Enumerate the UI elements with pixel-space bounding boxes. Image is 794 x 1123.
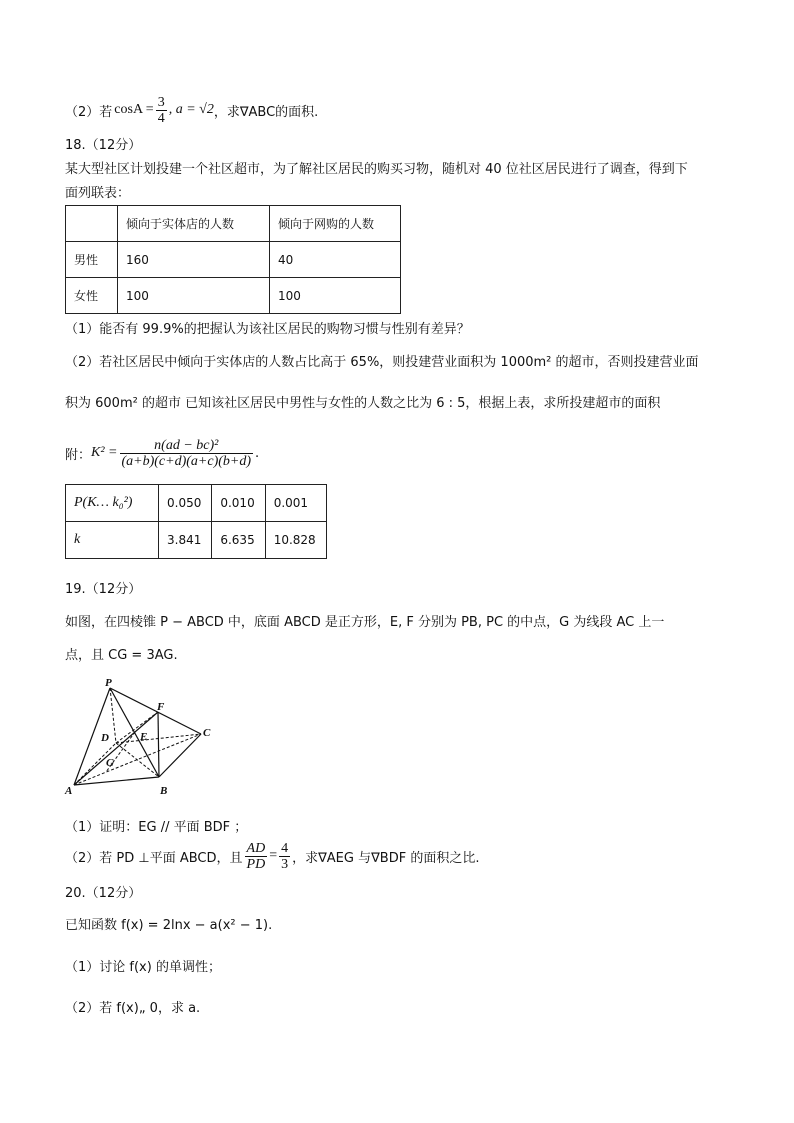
q19-frac-den: PD: [246, 856, 266, 872]
q19-frac-eq: =: [269, 848, 278, 863]
q18-formula-fraction: [120, 438, 254, 469]
q19-frac2-den: 3: [281, 856, 289, 872]
q20-part2: （2）若 f(x)„ 0，求 a.: [65, 1001, 201, 1016]
q19-intro-line2: 点，且 CG = 3AG.: [65, 648, 178, 663]
table-row-label: k: [66, 522, 159, 559]
q18-header: 18.（12分）: [65, 138, 142, 153]
table-cell: 6.635: [212, 522, 265, 559]
edge-bc: [159, 734, 201, 777]
table-header-cell: 倾向于实体店的人数: [118, 206, 270, 242]
q17-part2: [65, 92, 318, 128]
edge-ab: [74, 777, 159, 785]
pyramid-figure: [60, 676, 230, 806]
table-cell: 40: [270, 242, 401, 278]
label-a: A: [65, 785, 73, 797]
table-cell: 0.050: [159, 485, 212, 522]
label-d: D: [101, 732, 109, 744]
edge-pc: [110, 688, 201, 734]
table-row: [66, 485, 327, 522]
q17-part2-prefix: （2）若: [65, 104, 113, 120]
table-row: [66, 278, 401, 314]
q19-fraction-ad-pd: [245, 841, 268, 872]
table-cell: 160: [118, 242, 270, 278]
q19-fraction-value: [279, 841, 290, 872]
q19-intro-line1: 如图，在四棱锥 P − ABCD 中，底面 ABCD 是正方形，E, F 分别为 PB, PC 的中点，G 为线段 AC 上一: [65, 615, 665, 630]
table-cell: 0.010: [212, 485, 265, 522]
label-c: C: [203, 727, 211, 739]
k-table: [65, 484, 327, 559]
q17-cos-expr: cosA =: [114, 102, 154, 117]
q18-intro-line2: 面列联表：: [65, 186, 131, 201]
q18-part2-line2: 积为 600m² 的超市 已知该社区居民中男性与女性的人数之比为 6 : 5，根据上表，求所投建超市的面积: [65, 396, 661, 411]
q20-intro: 已知函数 f(x) = 2lnx − a(x² − 1).: [65, 918, 273, 933]
q17-a-expr: , a = √2: [168, 102, 214, 117]
label-b: B: [160, 785, 168, 797]
q18-intro-line1: 某大型社区计划投建一个社区超市，为了解社区居民的购买习物，随机对 40 位社区居民进行了调查，得到下: [65, 162, 688, 177]
q19-part2: [65, 837, 479, 875]
table-row: [66, 206, 401, 242]
label-e: E: [140, 731, 148, 743]
table-cell: 0.001: [265, 485, 326, 522]
table-row: [66, 242, 401, 278]
q20-header: 20.（12分）: [65, 886, 142, 901]
q19-part2-suffix: ，求∇AEG 与∇BDF 的面积之比.: [292, 850, 480, 866]
table-cell: 100: [270, 278, 401, 314]
q18-formula-prefix: 附：: [65, 447, 92, 463]
table-cell: 3.841: [159, 522, 212, 559]
q18-part2-line1: （2）若社区居民中倾向于实体店的人数占比高于 65%，则投建营业面积为 1000m² 的超市，否则投建营业面: [65, 355, 699, 370]
q18-formula-num: n(ad − bc)²: [120, 438, 254, 454]
q19-frac2-num: 4: [281, 840, 289, 856]
q18-formula: [65, 432, 259, 474]
q18-formula-den: (a+b)(c+d)(a+c)(b+d): [121, 453, 252, 469]
q19-part2-prefix: （2）若 PD ⊥平面 ABCD，且: [65, 850, 243, 866]
q18-formula-end: .: [255, 445, 260, 461]
diag-bd: [116, 743, 159, 777]
q20-part1: （1）讨论 f(x) 的单调性；: [65, 960, 221, 975]
q17-fraction: [156, 95, 167, 126]
table-cell: 男性: [66, 242, 118, 278]
line-af: [74, 712, 158, 785]
label-f: F: [157, 701, 165, 713]
label-g: G: [106, 757, 114, 769]
q17-frac-den: 4: [157, 110, 165, 126]
table-cell: 女性: [66, 278, 118, 314]
survey-table: [65, 205, 401, 314]
table-row-label: P(K… k₀²): [66, 485, 159, 522]
line-fb: [158, 712, 159, 777]
q17-part2-suffix: ，求∇ABC的面积.: [213, 104, 319, 120]
q18-formula-lhs: K² =: [91, 445, 118, 460]
q19-frac-num: AD: [246, 840, 266, 856]
q19-part1: （1）证明：EG // 平面 BDF ；: [65, 820, 248, 835]
table-header-cell: 倾向于网购的人数: [270, 206, 401, 242]
table-row: [66, 522, 327, 559]
table-cell: 10.828: [265, 522, 326, 559]
q18-part1: （1）能否有 99.9%的把握认为该社区居民的购物习惯与性别有差异？: [65, 322, 470, 337]
label-p: P: [105, 677, 112, 689]
q17-frac-num: 3: [157, 94, 165, 110]
q19-header: 19.（12分）: [65, 582, 142, 597]
line-df: [116, 712, 158, 743]
table-header-cell: [66, 206, 118, 242]
table-cell: 100: [118, 278, 270, 314]
